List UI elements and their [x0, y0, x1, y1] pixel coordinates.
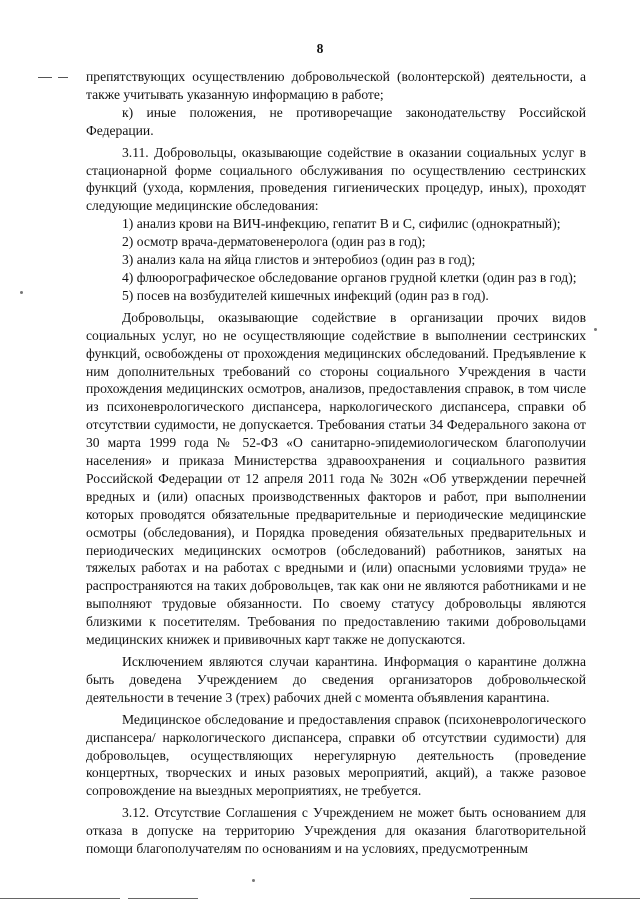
scan-dot-left — [20, 291, 23, 294]
list-item-exam-4: 4) флюорографическое обследование органов грудной клетки (один раз в год); — [122, 269, 577, 285]
scan-mark-left-2 — [58, 77, 68, 78]
scan-rule-bottom-mid — [128, 898, 198, 899]
paragraph-item-k: к) иные положения, не противоречащие законодательству Российской Федерации. — [86, 104, 586, 138]
list-item-exam-3: 3) анализ кала на яйца глистов и энтеробиоз (один раз в год); — [122, 252, 476, 268]
paragraph-clause-3-11: 3.11. Добровольцы, оказывающие содействие в оказании социальных услуг в стационарной форме социального обслуживания по осуществлению сестринских функций (ухода, кормления, проведения гигиенических процедур, иных), проходят следующие медицинские обследования: — [86, 144, 586, 214]
scan-rule-bottom-left — [0, 898, 120, 899]
paragraph-medical-exam: Медицинское обследование и предоставления справок (психоневрологического диспансера/ наркологического диспансера, справки об отсутствии судимости) для добровольцев, осуществляющих нерегулярную деятельность (проведение концертных, творческих и иных разовых мероприятий, акций), а также разовое сопровождение на выездных мероприятиях, не требуется. — [86, 711, 586, 799]
scan-rule-bottom-right — [470, 898, 640, 899]
list-item-exam-1: 1) анализ крови на ВИЧ-инфекцию, гепатит В и С, сифилис (однократный); — [122, 216, 561, 232]
list-item-exam-2: 2) осмотр врача-дерматовенеролога (один раз в год); — [122, 234, 426, 250]
page-number: 8 — [316, 41, 324, 56]
scan-dot-bottom — [252, 879, 255, 882]
paragraph-continuation: препятствующих осуществлению добровольческой (волонтерской) деятельности, а также учитывать указанную информацию в работе; — [86, 69, 586, 102]
paragraph-quarantine: Исключением являются случаи карантина. Информация о карантине должна быть доведена Учреждением до сведения организаторов добровольческой деятельности в течение 3 (трех) рабочих дней с момента объявления карантина. — [86, 654, 586, 705]
document-body — [86, 68, 586, 858]
list-item-exam-5: 5) посев на возбудителей кишечных инфекций (один раз в год). — [122, 287, 489, 303]
paragraph-clause-3-12: 3.12. Отсутствие Соглашения с Учреждением не может быть основанием для отказа в допуске на территорию Учреждения для оказания благотворительной помощи благополучателям по основаниям и на условиях, предусмотренным — [86, 805, 586, 857]
paragraph-volunteers-other: Добровольцы, оказывающие содействие в организации прочих видов социальных услуг, но не осуществляющие содействие в выполнении сестринских функций, освобождены от прохождения медицинских обследований. Предъявление к ним дополнительных требований со стороны социального Учреждения в части прохождения медицинских осмотров, анализов, предоставления справок, в том числе из психоневрологического диспансера, наркологического диспансера, справки об отсутствии судимости, не допускается. Требования статьи 34 Федерального закона от 30 марта 1999 года № 52-ФЗ «О санитарно-эпидемиологическом благополучии населения» и приказа Министерства здравоохранения и социального развития Российской Федерации от 12 апреля 2011 года № 302н «Об утверждении перечней вредных и (или) опасных производственных факторов и работ, при выполнении которых проводятся обязательные предварительные и периодические медицинские осмотры (обследования), и Порядка проведения обязательных предварительных и периодических медицинских осмотров (обследований) работников, занятых на тяжелых работах и на работах с вредными и (или) опасными условиями труда» не распространяются на таких добровольцев, так как они не являются работниками и не выполняют трудовые обязанности. По своему статусу добровольцы являются близкими к посетителям. Требования по предоставлению такими добровольцами медицинских книжек и прививочных карт также не допускаются. — [86, 309, 586, 648]
scan-dot-right — [594, 328, 597, 331]
scan-mark-left-1 — [38, 77, 52, 78]
